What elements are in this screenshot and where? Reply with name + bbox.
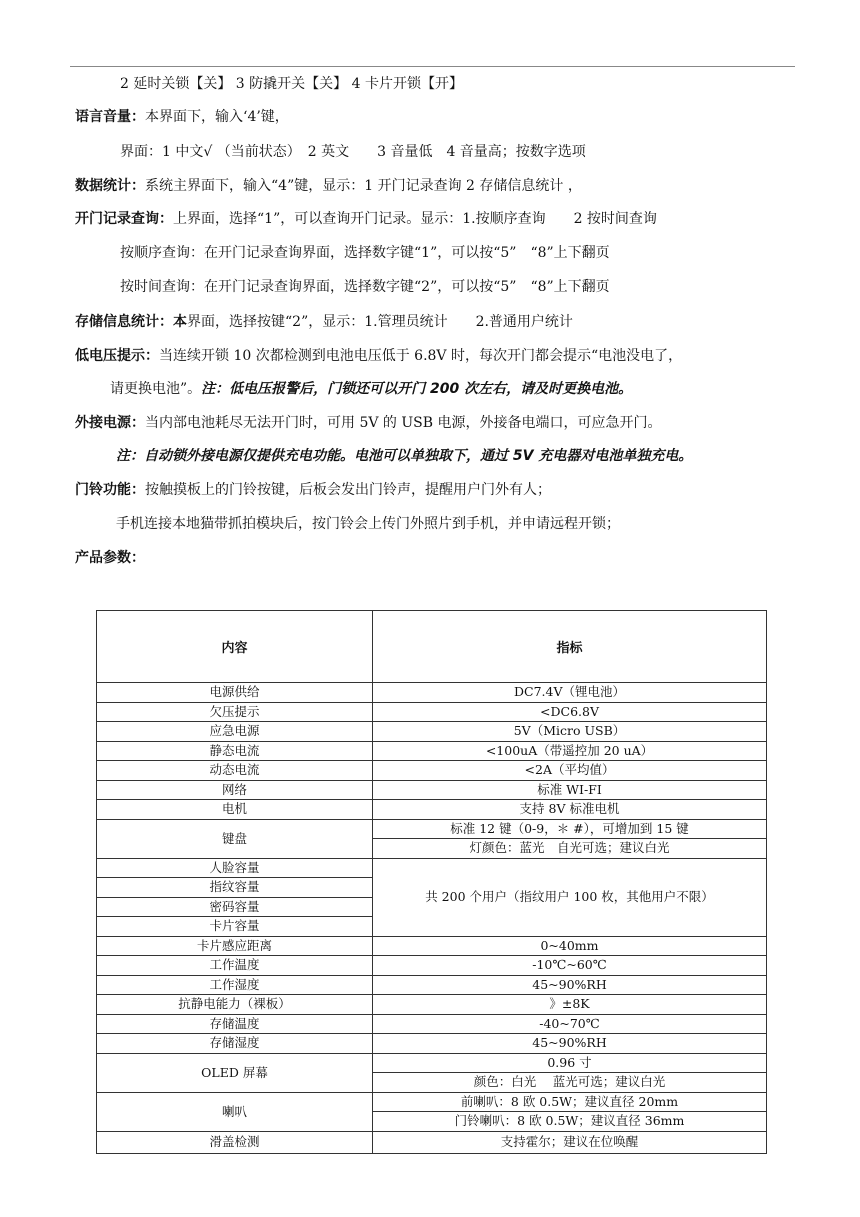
table-row <box>97 800 767 820</box>
table-header-row <box>97 611 767 683</box>
table-row <box>97 722 767 742</box>
door-record-line <box>75 210 657 228</box>
param-name: 应急电源 <box>97 722 373 742</box>
table-row <box>97 702 767 722</box>
table-row <box>97 1131 767 1153</box>
doorbell-line <box>75 481 551 499</box>
line-text: 当内部电池耗尽无法开门时，可用 5V 的 USB 电源，外接备电端口，可应急开门。 <box>145 415 662 431</box>
section-heading: 语言音量： <box>75 109 145 125</box>
param-name: 卡片感应距离 <box>97 936 373 956</box>
line-text: 本界面下，输入‘4’键， <box>145 109 289 125</box>
param-value: -10℃~60℃ <box>373 956 767 976</box>
param-value: -40~70℃ <box>373 1014 767 1034</box>
external-power-line <box>75 414 662 432</box>
storage-stats-line <box>75 313 573 331</box>
section-heading: 外接电源： <box>75 415 145 431</box>
language-options-line <box>120 143 586 161</box>
product-params-heading <box>75 549 145 567</box>
table-row <box>97 858 767 878</box>
line-text: 2 延时关锁【关】 3 防撬开关【关】 4 卡片开锁【开】 <box>120 76 463 92</box>
lock-options-line <box>120 75 463 93</box>
line-text: 请更换电池”。 <box>110 381 202 397</box>
low-voltage-note-line <box>110 380 632 398</box>
param-value: 共 200 个用户（指纹用户 100 枚，其他用户不限） <box>373 858 767 936</box>
param-name: 电源供给 <box>97 683 373 703</box>
param-name: OLED 屏幕 <box>97 1053 373 1092</box>
line-text: 按触摸板上的门铃按键，后板会发出门铃声，提醒用户门外有人； <box>145 482 551 498</box>
doorbell-phone-line <box>116 515 620 533</box>
param-value: <2A（平均值） <box>373 761 767 781</box>
table-row <box>97 975 767 995</box>
section-heading: 存储信息统计：本 <box>75 314 187 330</box>
line-text: 界面，选择按键“2”，显示：1.管理员统计 2.普通用户统计 <box>187 314 573 330</box>
product-params-table <box>96 610 767 1154</box>
external-power-note-line <box>116 447 692 465</box>
line-text: 按时间查询：在开门记录查询界面，选择数字键“2”，可以按“5” “8”上下翻页 <box>120 279 610 295</box>
param-name: 人脸容量 <box>97 858 373 878</box>
param-value: 0~40mm <box>373 936 767 956</box>
param-name: 卡片容量 <box>97 917 373 937</box>
header-rule <box>70 66 795 67</box>
param-value: 支持 8V 标准电机 <box>373 800 767 820</box>
param-value: 45~90%RH <box>373 1034 767 1054</box>
line-text: 按顺序查询：在开门记录查询界面，选择数字键“1”，可以按“5” “8”上下翻页 <box>120 245 610 261</box>
time-query-line <box>120 278 610 296</box>
param-name: 电机 <box>97 800 373 820</box>
data-stats-line <box>75 177 582 195</box>
param-value: <DC6.8V <box>373 702 767 722</box>
table-row <box>97 761 767 781</box>
header-content: 内容 <box>97 611 373 683</box>
table-row <box>97 1092 767 1112</box>
param-value: 标准 WI-FI <box>373 780 767 800</box>
low-voltage-line <box>75 347 682 365</box>
param-value: 支持霍尔；建议在位唤醒 <box>373 1131 767 1153</box>
header-spec: 指标 <box>373 611 767 683</box>
param-name: 存储湿度 <box>97 1034 373 1054</box>
param-name: 键盘 <box>97 819 373 858</box>
param-name: 指纹容量 <box>97 878 373 898</box>
param-value: 5V（Micro USB） <box>373 722 767 742</box>
table-row <box>97 995 767 1015</box>
section-heading: 产品参数： <box>75 550 145 566</box>
line-text: 界面：1 中文√ （当前状态） 2 英文 3 音量低 4 音量高；按数字选项 <box>120 144 586 160</box>
param-name: 工作湿度 <box>97 975 373 995</box>
param-value: 前喇叭：8 欧 0.5W；建议直径 20mm <box>373 1092 767 1112</box>
line-text: 系统主界面下，输入“4”键，显示：1 开门记录查询 2 存储信息统计 ， <box>145 178 582 194</box>
param-value: 灯颜色：蓝光 自光可选；建议白光 <box>373 839 767 859</box>
param-value: 0.96 寸 <box>373 1053 767 1073</box>
param-value: 》±8K <box>373 995 767 1015</box>
line-text: 当连续开锁 10 次都检测到电池电压低于 6.8V 时，每次开门都会提示“电池没电了， <box>159 348 683 364</box>
param-value: DC7.4V（锂电池） <box>373 683 767 703</box>
table-row <box>97 1053 767 1073</box>
param-name: 密码容量 <box>97 897 373 917</box>
param-value: 颜色：白光 蓝光可选；建议白光 <box>373 1073 767 1093</box>
param-name: 静态电流 <box>97 741 373 761</box>
param-name: 存储温度 <box>97 1014 373 1034</box>
note-text: 注：低电压报警后，门锁还可以开门 200 次左右，请及时更换电池。 <box>201 381 633 397</box>
table-row <box>97 1014 767 1034</box>
table-row <box>97 956 767 976</box>
table-row <box>97 741 767 761</box>
param-name: 喇叭 <box>97 1092 373 1131</box>
note-text: 注：自动锁外接电源仅提供充电功能。电池可以单独取下，通过 5V 充电器对电池单独充电。 <box>116 448 693 464</box>
table-row <box>97 683 767 703</box>
language-volume-line <box>75 108 289 126</box>
param-name: 网络 <box>97 780 373 800</box>
param-value: <100uA（带遥控加 20 uA） <box>373 741 767 761</box>
line-text: 手机连接本地猫带抓拍模块后，按门铃会上传门外照片到手机，并申请远程开锁； <box>116 516 620 532</box>
table-row <box>97 936 767 956</box>
section-heading: 门铃功能： <box>75 482 145 498</box>
section-heading: 低电压提示： <box>75 348 159 364</box>
table-row <box>97 819 767 839</box>
param-name: 滑盖检测 <box>97 1131 373 1153</box>
table-row <box>97 1034 767 1054</box>
section-heading: 数据统计： <box>75 178 145 194</box>
param-value: 门铃喇叭：8 欧 0.5W；建议直径 36mm <box>373 1112 767 1132</box>
param-name: 抗静电能力（裸板） <box>97 995 373 1015</box>
param-name: 动态电流 <box>97 761 373 781</box>
param-value: 标准 12 键（0-9，＊ #），可增加到 15 键 <box>373 819 767 839</box>
param-value: 45~90%RH <box>373 975 767 995</box>
table-row <box>97 780 767 800</box>
line-text: 上界面，选择“1”，可以查询开门记录。显示：1.按顺序查询 2 按时间查询 <box>173 211 657 227</box>
sequence-query-line <box>120 244 610 262</box>
param-name: 欠压提示 <box>97 702 373 722</box>
section-heading: 开门记录查询： <box>75 211 173 227</box>
param-name: 工作温度 <box>97 956 373 976</box>
